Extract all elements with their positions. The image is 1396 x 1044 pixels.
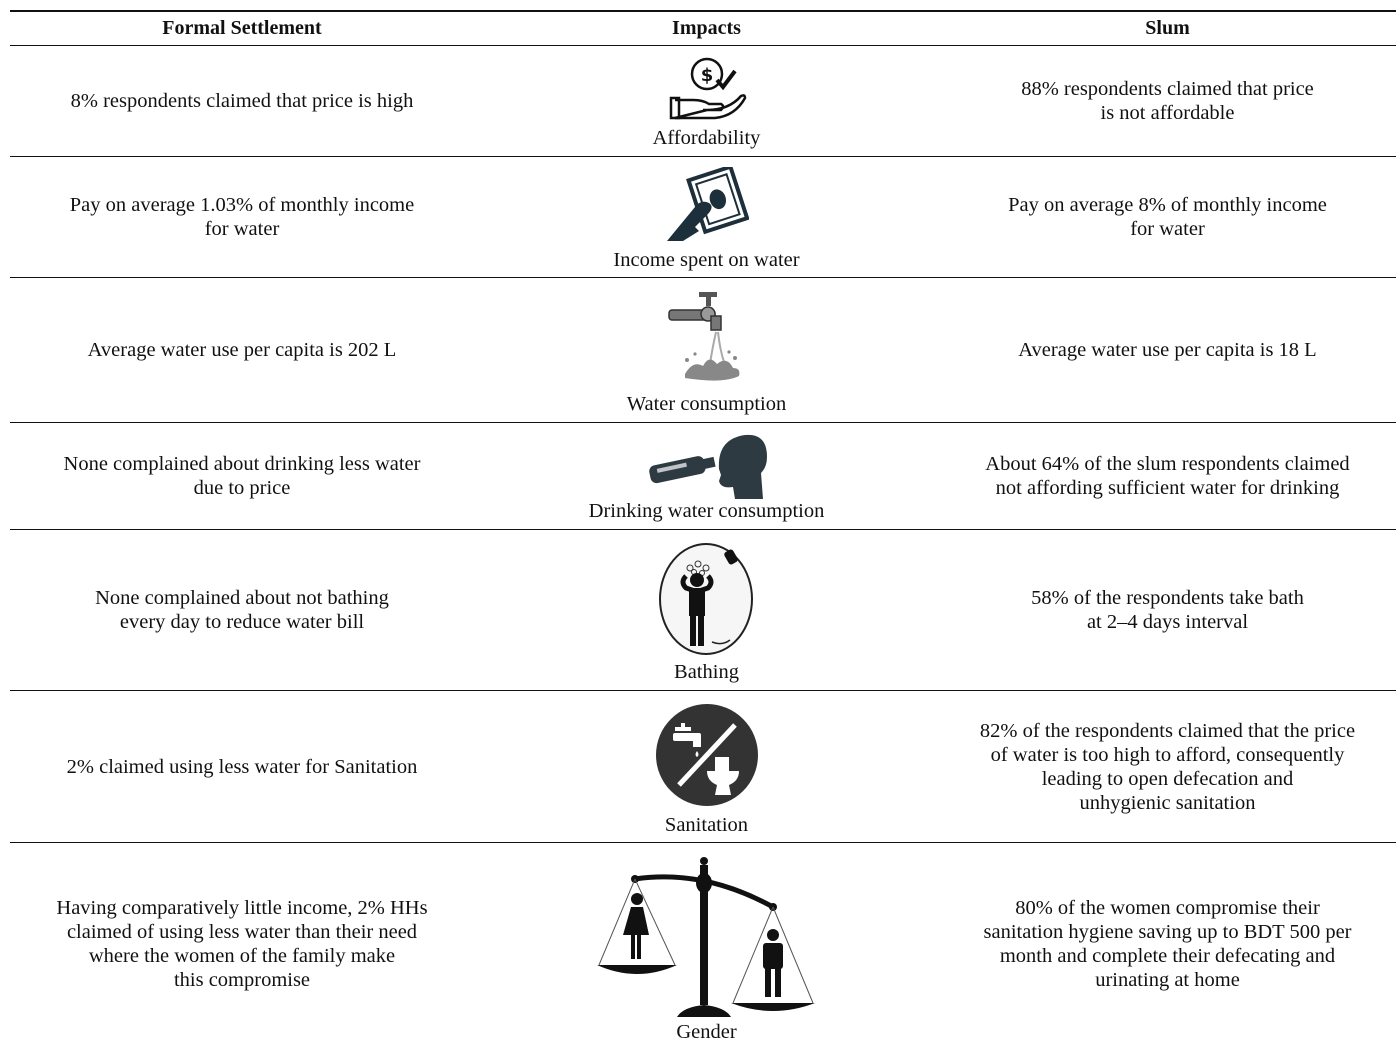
slum-cell: Average water use per capita is 18 L <box>1018 339 1317 361</box>
table-row-affordability <box>10 46 1396 157</box>
cash-payment-icon <box>665 167 749 243</box>
impact-cell <box>474 157 939 277</box>
gender-scale-icon <box>597 853 817 1017</box>
water-tap-icon <box>665 288 749 384</box>
impact-cell <box>474 46 939 156</box>
impact-label: Gender <box>676 1021 737 1043</box>
impact-cell <box>474 278 939 422</box>
formal-cell: Having comparatively little income, 2% HHs claimed of using less water than their need where the women of the family make this compromise <box>56 896 428 991</box>
impact-label: Affordability <box>652 127 761 149</box>
header-slum: Slum <box>1145 17 1190 39</box>
table-row-sanitation <box>10 691 1396 843</box>
impact-cell <box>474 423 939 529</box>
table-row-income <box>10 157 1396 278</box>
table-row-gender <box>10 843 1396 1044</box>
slum-cell: About 64% of the slum respondents claimed not affording sufficient water for drinking <box>985 453 1350 499</box>
drinking-person-icon <box>645 431 769 499</box>
slum-cell: 82% of the respondents claimed that the price of water is too high to afford, consequently leading to open defecation and unhygienic sanitation <box>979 719 1356 814</box>
money-hand-icon <box>667 56 747 122</box>
impact-label: Water consumption <box>626 393 787 415</box>
table-header <box>10 12 1396 46</box>
formal-cell: 2% claimed using less water for Sanitation <box>66 755 418 778</box>
impact-cell <box>474 530 939 690</box>
formal-cell: Average water use per capita is 202 L <box>87 339 397 361</box>
svg-text:$: $ <box>700 65 713 86</box>
header-impacts: Impacts <box>672 17 741 39</box>
impact-cell <box>474 691 939 842</box>
impact-label: Sanitation <box>664 814 749 836</box>
table-row-drinking <box>10 423 1396 530</box>
slum-cell: 88% respondents claimed that price is not affordable <box>1021 78 1314 124</box>
table-row-bathing <box>10 530 1396 691</box>
shower-person-icon <box>658 542 756 656</box>
slum-cell: Pay on average 8% of monthly income for water <box>1008 194 1327 240</box>
formal-cell: 8% respondents claimed that price is high <box>70 90 414 112</box>
slum-cell: 58% of the respondents take bath at 2–4 days interval <box>1031 587 1304 633</box>
header-formal-settlement: Formal Settlement <box>162 17 322 39</box>
impact-cell <box>474 843 939 1044</box>
impact-label: Drinking water consumption <box>588 500 825 522</box>
table-row-water-consumption <box>10 278 1396 423</box>
formal-cell: Pay on average 1.03% of monthly income for water <box>69 194 415 240</box>
formal-cell: None complained about drinking less water due to price <box>63 453 421 499</box>
impact-label: Income spent on water <box>613 249 800 271</box>
slum-cell: 80% of the women compromise their sanitation hygiene saving up to BDT 500 per month and complete their defecating and urinating at home <box>983 896 1352 991</box>
no-tap-toilet-icon <box>655 703 759 807</box>
formal-cell: None complained about not bathing every day to reduce water bill <box>95 587 389 633</box>
impact-label: Bathing <box>674 661 739 683</box>
